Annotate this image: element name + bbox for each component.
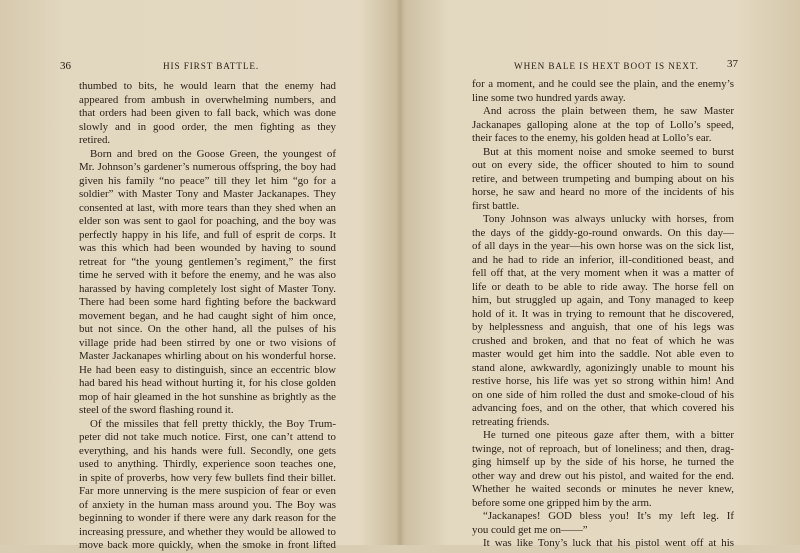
text-line: And across the plain between them, he saw Master (483, 105, 734, 117)
text-line: given his family “no peace” till they let him “go for a (79, 174, 336, 187)
text-line: perfectly happy in his life, and full of esprit de corps. It (79, 228, 336, 241)
text-line: and he had to ride an inferior, ill-conditioned beast, and (472, 253, 734, 266)
text-line: fell off that, at the very moment when it was a matter of (472, 267, 734, 279)
text-line: retired. (79, 134, 111, 146)
text-line: was this which had been wounded by having to sound (79, 242, 336, 254)
text-line: of anxiety in the human mass around you. The Boy was (79, 498, 336, 511)
text-line: him, but struggled up again, and Tony managed to keep (472, 294, 734, 306)
text-line: had bared his head without hurting it, for his close golden (79, 377, 336, 389)
text-line: line some two hundred yards away. (472, 91, 626, 104)
text-line: Of the missiles that fell pretty thickly, the Boy Trum- (90, 417, 336, 430)
right-page (400, 0, 800, 549)
text-line: by helplessness and anguish, that one of his legs was (472, 321, 734, 333)
text-line: the days of the giddy-go-round onwards. On this day— (472, 226, 734, 239)
text-line: beginning to wonder if there were any dark reason for the (79, 512, 336, 524)
text-line: retire, and between trumpeting and bumping about on his (472, 172, 734, 185)
text-line: mop of hair gleamed in the hot sunshine as brightly as the (79, 390, 336, 403)
text-line: other way and drew out his pistol, and waited for the end. (472, 469, 734, 482)
left-page-number: 36 (60, 60, 71, 72)
text-line: on one side of him rolled the dust and smoke-cloud of his (472, 388, 734, 401)
text-line: retreat for “the young gentlemen’s regiment,” the first (79, 255, 336, 268)
text-line: Whether he waited seconds or minutes he never knew, (472, 483, 734, 495)
text-line: but not since. On the other hand, all the pulses of his (79, 323, 336, 335)
text-line: ging himself up by the side of his horse, he turned the (472, 456, 734, 468)
text-line: Born and bred on the Goose Green, the youngest of (90, 147, 336, 160)
text-line: Jackanapes galloping alone at the top of Lollo’s speed, (472, 118, 734, 131)
text-line: advancing foes, and on the other, that which covered his (472, 402, 734, 414)
text-line: twinge, not of reproach, but of loneliness; and then, drag- (472, 442, 734, 455)
right-page-text (472, 78, 734, 551)
text-line: stand alone, awkwardly, agonizingly unable to mount his (472, 361, 734, 374)
text-line: used to anything. Thirdly, experience soon teaches one, (79, 458, 336, 470)
text-line: soldier” with Master Tony and Master Jackanapes. They (79, 188, 336, 200)
text-line: before some one gripped him by the arm. (472, 496, 652, 509)
text-line: move back more quickly, when the smoke in front lifted (79, 539, 336, 551)
text-line: out on every side, the officer shouted to him to sound (472, 159, 734, 171)
right-running-title: WHEN BALE IS HEXT BOOT IS NEXT. (514, 61, 699, 71)
text-line: everything, and his hands were full. Secondly, one gets (79, 444, 336, 457)
text-line: appeared from ambush in overwhelming numbers, and (79, 93, 336, 106)
text-line: restive horse, his life was yet so strong within him! And (472, 375, 734, 387)
text-line: village pride had been stirred by one or two visions of (79, 336, 336, 349)
right-page-number: 37 (727, 58, 738, 70)
text-line: crushed and broken, and that no feat of which he was (472, 334, 734, 347)
text-line: in spite of proverbs, how very few bullets find their billet. (79, 471, 336, 484)
text-line: increasing pressure, and whether they would be allowed to (79, 525, 336, 538)
text-line: for a moment, and he could see the plain, and the enemy’s (472, 78, 734, 90)
text-line: horse, he saw and heard no more of the incidents of his (472, 186, 734, 198)
text-line: He had been easy to distinguish, since an eccentric blow (79, 363, 336, 376)
left-page (0, 0, 400, 551)
text-line: slowly and in good order, the men fighting as they (79, 120, 336, 133)
text-line: steel of the sword flashing round it. (79, 404, 234, 416)
text-line: their faces to the enemy, his golden head at Lollo’s ear. (472, 132, 712, 144)
text-line: thumbed to bits, he would learn that the enemy had (79, 80, 336, 92)
text-line: There had been some hard fighting before the backward (79, 296, 336, 308)
text-line: movement began, and he had caught sight of him once, (79, 309, 336, 322)
left-running-title: HIS FIRST BATTLE. (163, 61, 260, 71)
text-line: Tony Johnson was always unlucky with horses, from (483, 213, 734, 225)
text-line: first battle. (472, 199, 520, 212)
text-line: Mr. Johnson’s gardener’s numerous offspring, the boy had (79, 161, 336, 173)
text-line: elder son was sent to gaol for poaching, and the boy was (79, 215, 336, 227)
text-line: “Jackanapes! GOD bless you! It’s my left leg. If (483, 510, 734, 522)
text-line: hold of it. It was in trying to remount that he discovered, (472, 307, 734, 320)
text-line: Master Jackanapes whirling about on his wonderful horse. (79, 350, 336, 362)
text-line: consented at last, with more tears than they shed when an (79, 201, 336, 214)
text-line: life or death to be able to ride away. The horse fell on (472, 280, 734, 293)
text-line: retreating friends. (472, 415, 550, 428)
text-line: of all days in the year—his own horse was on the sick list, (472, 240, 734, 252)
text-line: you could get me on——” (472, 523, 588, 536)
text-line: It was like Tony’s luck that his pistol went off at his (483, 537, 734, 549)
text-line: master would get him into the saddle. Not able even to (472, 348, 734, 360)
left-page-text (79, 80, 336, 553)
text-line: He turned one piteous gaze after them, with a bitter (483, 429, 734, 441)
text-line: peter did not take much notice. First, one can’t attend to (79, 431, 336, 443)
text-line: time he served with it before the enemy, and he was also (79, 269, 336, 281)
text-line: that orders had been given to fall back, which was done (79, 107, 336, 119)
text-line: But at this moment noise and smoke seemed to burst (483, 145, 734, 158)
text-line: harassed by having completely lost sight of Master Tony. (79, 282, 336, 295)
text-line: Far more unnerving is the mere suspicion of fear or even (79, 485, 336, 497)
